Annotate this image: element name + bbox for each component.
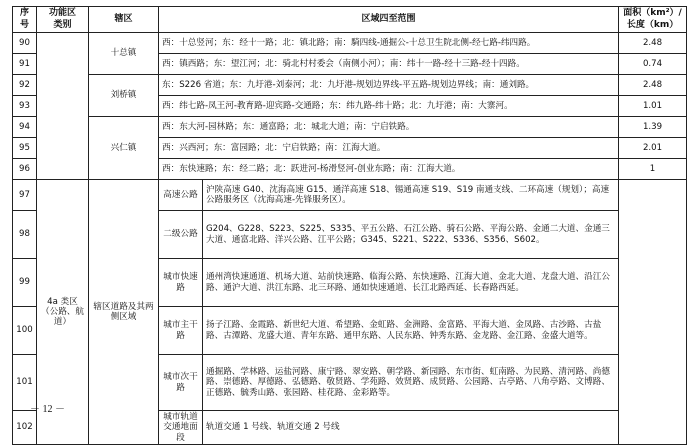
area-value: 2.48 <box>619 33 687 54</box>
row-number: 97 <box>13 180 37 211</box>
boundary-cell: 通掘路、学林路、运盐河路、康宁路、翠安路、朝学路、新园路、东市街、虹南路、为民路、清河路、尚德路、崇德路、厚德路、弘德路、敬贤路、学苑路、效贤路、成贤路、公园路、古亭路、八角亭路、文博路、正德路、毓秀山路、张园路、桂花路、金彩路等。 <box>203 355 619 411</box>
road-subcategory: 二级公路 <box>159 211 203 259</box>
road-subcategory: 城市快速路 <box>159 259 203 307</box>
area-value: 2.01 <box>619 138 687 159</box>
row-number: 90 <box>13 33 37 54</box>
row-number: 98 <box>13 211 37 259</box>
zone-cell: 十总镇 <box>89 33 159 75</box>
road-subcategory: 城市轨道交通地面段 <box>159 411 203 445</box>
road-subcategory: 城市次干路 <box>159 355 203 411</box>
area-value: 1.01 <box>619 96 687 117</box>
area-value: 1.39 <box>619 117 687 138</box>
boundary-cell: 西：东快速路；东：经二路；北：跃进河-杨滑竖河-创业东路；南：江海大道。 <box>159 159 619 180</box>
table-row <box>13 117 687 138</box>
boundary-table <box>12 6 687 445</box>
table-row <box>13 33 687 54</box>
boundary-cell: 西：十总竖河；东：经十一路；北：镇北路；南：騎四线-通掘公-十总卫生院北侧-经七路-纬四路。 <box>159 33 619 54</box>
road-subcategory: 高速公路 <box>159 180 203 211</box>
header-function-category: 功能区 类别 <box>37 7 89 33</box>
boundary-cell: 通州湾快速通道、机场大道、站前快速路、临海公路、东快速路、江海大道、金北大道、龙盘大道、沿江公路、通沪大道、洪江东路、北三环路、通如快速通道、长江北路西延、长春路西延。 <box>203 259 619 307</box>
boundary-cell: 轨道交通 1 号线、轨道交通 2 号线 <box>203 411 619 445</box>
table-row <box>13 180 687 211</box>
row-number: 92 <box>13 75 37 96</box>
row-number: 102 <box>13 411 37 445</box>
row-number: 95 <box>13 138 37 159</box>
zone-cell: 辖区道路及其两侧区域 <box>89 180 159 445</box>
boundary-cell: 东：S226 省道；东：九圩港-刘泰河；北：九圩港-规划边界线-平五路-规划边界线；南：通刘路。 <box>159 75 619 96</box>
function-category-cell <box>37 33 89 180</box>
header-area: 面积（km²）/ 长度（km） <box>619 7 687 33</box>
zone-cell: 兴仁镇 <box>89 117 159 180</box>
row-number: 99 <box>13 259 37 307</box>
area-value: 2.48 <box>619 75 687 96</box>
boundary-cell: 西：兴西河；东：富园路；北：宁启铁路；南：江海大道。 <box>159 138 619 159</box>
row-number: 96 <box>13 159 37 180</box>
area-value <box>619 180 687 445</box>
table-row <box>13 75 687 96</box>
header-seq: 序 号 <box>13 7 37 33</box>
boundary-cell: 西：纬七路-凤王河-教育路-迎宾路-交通路；东：纬九路-纬十路；北：九圩港；南：大寨河。 <box>159 96 619 117</box>
boundary-cell: 西：东大河-园林路；东：通富路；北：城北大道；南：宁启铁路。 <box>159 117 619 138</box>
header-boundary: 区域四至范围 <box>159 7 619 33</box>
row-number: 100 <box>13 307 37 355</box>
boundary-cell: G204、G228、S223、S225、S335、平五公路、石江公路、骑石公路、平海公路、金通二大道、金通三大道、通富北路、洋兴公路、江平公路；G345、S221、S222、S336、S356、S602。 <box>203 211 619 259</box>
function-category-cell: 4a 类区（公路、航道） <box>37 180 89 445</box>
row-number: 94 <box>13 117 37 138</box>
boundary-cell: 西：镇西路；东：望江河；北：骑北村村委会（南侧小河）；南：纬十一路-经十三路-经十四路。 <box>159 54 619 75</box>
row-number: 101 <box>13 355 37 411</box>
page-number: － 12 － <box>30 404 65 415</box>
zone-cell: 刘桥镇 <box>89 75 159 117</box>
row-number: 91 <box>13 54 37 75</box>
road-subcategory: 城市主干路 <box>159 307 203 355</box>
area-value: 0.74 <box>619 54 687 75</box>
header-zone: 辖区 <box>89 7 159 33</box>
row-number: 93 <box>13 96 37 117</box>
table-header-row <box>13 7 687 33</box>
boundary-cell: 扬子江路、金霞路、新世纪大道、希望路、金虹路、金洲路、金富路、平海大道、金凤路、古沙路、古盐路、古潭路、龙盛大道、青年东路、通甲东路、人民东路、钟秀东路、金龙路、金江路、金盛大道等。 <box>203 307 619 355</box>
boundary-cell: 沪陕高速 G40、沈海高速 G15、通洋高速 S18、锡通高速 S19、S19 南通支线、二环高速（规划）；高速公路服务区（沈海高速-先锋服务区）。 <box>203 180 619 211</box>
area-value: 1 <box>619 159 687 180</box>
